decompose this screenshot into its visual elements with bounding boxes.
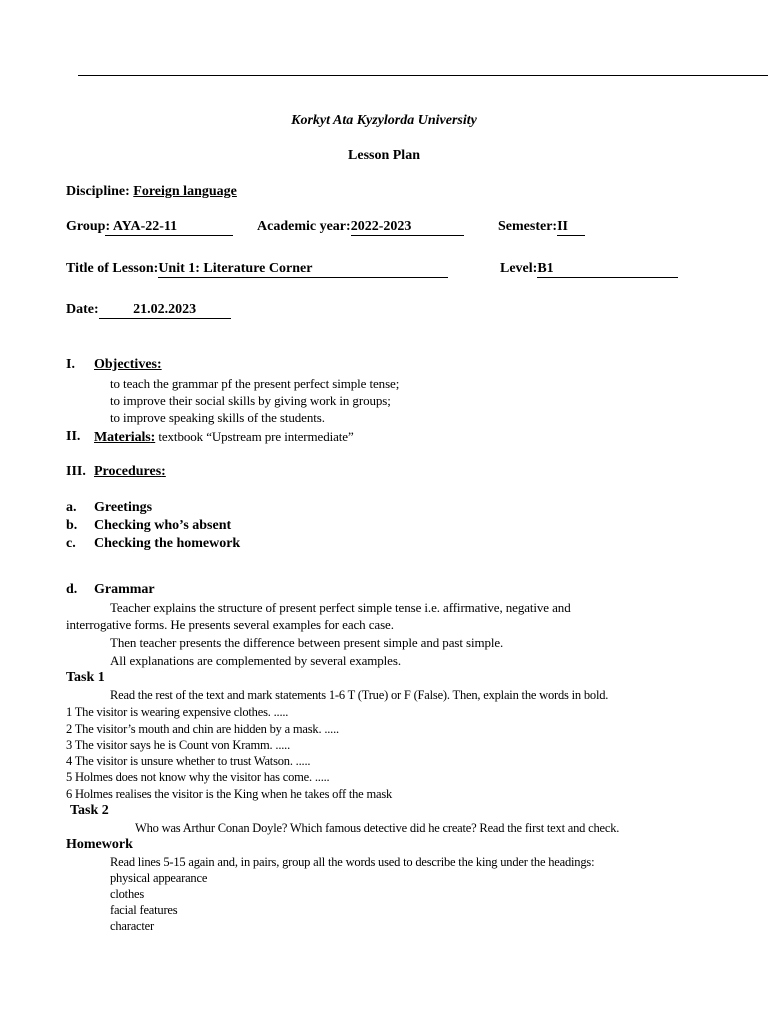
procedure-step-label: Checking the homework xyxy=(94,536,241,551)
materials-text: textbook “Upstream pre intermediate” xyxy=(155,429,354,444)
objective-item: to improve their social skills by giving work in groups; xyxy=(110,393,391,408)
task1-statement: 2 The visitor’s mouth and chin are hidden by a mask. ..... xyxy=(66,722,339,736)
procedure-step-letter: c. xyxy=(66,536,76,551)
task1-heading: Task 1 xyxy=(66,670,105,685)
discipline-label: Discipline: xyxy=(66,184,130,199)
grammar-paragraph: Then teacher presents the difference between present simple and past simple. xyxy=(110,635,504,650)
homework-category: facial features xyxy=(110,903,178,917)
group-value: : AYA-22-11 xyxy=(105,220,233,236)
header-rule xyxy=(78,75,768,76)
document-title: Lesson Plan xyxy=(348,148,420,163)
lesson-title-field xyxy=(66,261,448,278)
homework-category: character xyxy=(110,919,154,933)
grammar-paragraph: Teacher explains the structure of present perfect simple tense i.e. affirmative, negative and xyxy=(110,600,571,615)
objectives-numeral: I. xyxy=(66,357,75,372)
procedure-step-label: Greetings xyxy=(94,500,153,515)
homework-category: clothes xyxy=(110,887,145,901)
task2-instruction: Who was Arthur Conan Doyle? Which famous detective did he create? Read the first text and check. xyxy=(135,821,620,835)
objective-item: to improve speaking skills of the students. xyxy=(110,410,325,425)
procedure-step-label: Checking who’s absent xyxy=(94,518,232,533)
grammar-letter: d. xyxy=(66,582,78,597)
lesson-title-label: Title of Lesson: xyxy=(66,261,159,276)
semester-field xyxy=(498,219,585,236)
materials-numeral: II. xyxy=(66,429,81,444)
materials-row xyxy=(94,429,354,446)
procedures-numeral: III. xyxy=(66,464,86,479)
task1-instruction: Read the rest of the text and mark statements 1-6 T (True) or F (False). Then, explain the words in bold. xyxy=(110,688,609,702)
date-value: 21.02.2023 xyxy=(99,303,231,319)
task1-statement: 6 Holmes realises the visitor is the King when he takes off the mask xyxy=(66,787,393,801)
discipline-row xyxy=(66,184,237,200)
level-field xyxy=(500,261,678,278)
level-value: B1 xyxy=(537,262,678,278)
group-field xyxy=(66,219,233,236)
grammar-heading: Grammar xyxy=(94,582,155,597)
university-name: Korkyt Ata Kyzylorda University xyxy=(291,113,477,128)
objectives-heading: Objectives: xyxy=(94,357,162,372)
homework-heading: Homework xyxy=(66,837,133,852)
task1-statement: 5 Holmes does not know why the visitor has come. ..... xyxy=(66,770,330,784)
task1-statement: 4 The visitor is unsure whether to trust Watson. ..... xyxy=(66,754,311,768)
procedure-step-letter: b. xyxy=(66,518,78,533)
task2-heading: Task 2 xyxy=(70,803,109,818)
academic-year-label: Academic year: xyxy=(257,219,351,234)
semester-value: II xyxy=(557,220,585,236)
discipline-value: Foreign language xyxy=(133,184,237,199)
date-label: Date: xyxy=(66,302,99,317)
materials-heading: Materials: xyxy=(94,430,156,445)
grammar-paragraph: All explanations are complemented by several examples. xyxy=(110,653,401,668)
homework-instruction: Read lines 5-15 again and, in pairs, group all the words used to describe the king under the headings: xyxy=(110,855,595,869)
procedures-heading: Procedures: xyxy=(94,464,166,479)
objective-item: to teach the grammar pf the present perfect simple tense; xyxy=(110,376,400,391)
lesson-title-value: Unit 1: Literature Corner xyxy=(158,262,448,278)
grammar-paragraph: interrogative forms. He presents several examples for each case. xyxy=(66,617,394,632)
academic-year-value: 2022-2023 xyxy=(351,220,464,236)
group-label: Group xyxy=(66,219,106,234)
semester-label: Semester: xyxy=(498,219,558,234)
task1-statement: 3 The visitor says he is Count von Kramm. ..... xyxy=(66,738,291,752)
task1-statement: 1 The visitor is wearing expensive clothes. ..... xyxy=(66,705,289,719)
level-label: Level: xyxy=(500,261,538,276)
homework-category: physical appearance xyxy=(110,871,208,885)
academic-year-field xyxy=(257,219,464,236)
date-field xyxy=(66,302,231,319)
procedure-step-letter: a. xyxy=(66,500,77,515)
